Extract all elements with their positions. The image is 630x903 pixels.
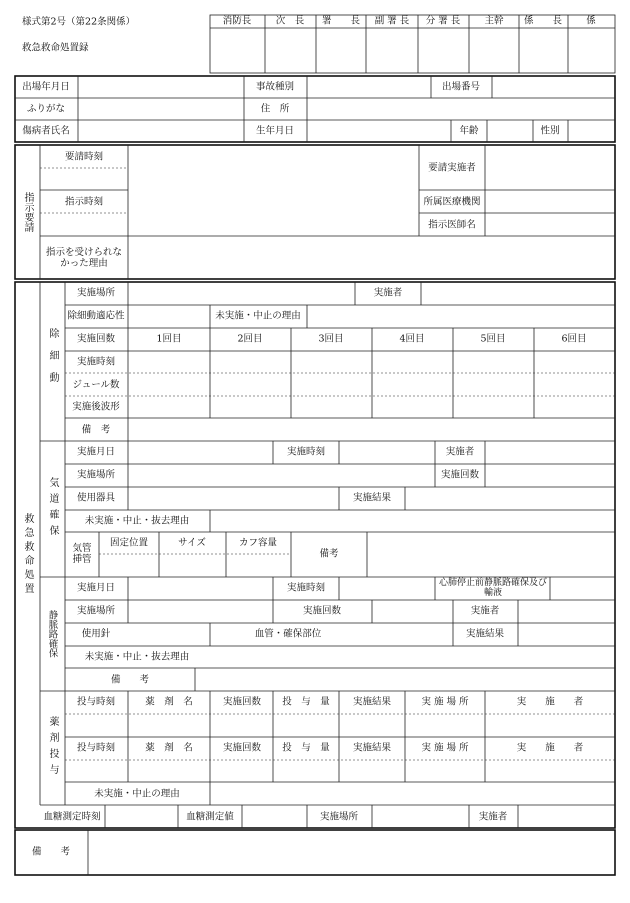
glucose-performer-label: 実施者 [478,811,508,823]
form-number: 様式第2号（第22条関係） [22,16,136,28]
approval-label: 消防長 [222,15,252,27]
treatment-section-label: 救急救命処置 [22,513,33,597]
sex-label: 性別 [540,125,560,137]
defib-round: 1回目 [156,333,182,345]
approval-label: 主幹 [484,15,504,27]
defib-round: 2回目 [237,333,263,345]
doctor-label: 指示医師名 [428,219,476,231]
airway-reason-label: 未実施・中止・抜去理由 [84,515,190,527]
approval-label: 副 署 長 [374,15,410,27]
airway-section-label: 気道確保 [47,477,58,541]
defib-remarks-label: 備 考 [81,424,111,436]
defib-time-label: 実施時刻 [76,356,116,368]
defib-indication-label: 除細動適応性 [67,310,125,322]
iv-result-label: 実施結果 [465,628,505,640]
drug-place-label: 実 施 場 所 [421,696,469,708]
patient-name-label: 傷病者氏名 [22,125,70,137]
drug-time-label: 投与時刻 [76,696,116,708]
request-section-label: 指示要請 [22,192,33,232]
incident-type-label: 事故種別 [255,81,295,93]
dispatch-date-label: 出場年月日 [22,81,70,93]
intubation-label: 気管挿管 [72,543,92,565]
iv-reason-label: 未実施・中止・抜去理由 [84,651,190,663]
form-title: 救急救命処置録 [22,42,89,54]
birth-date-label: 生年月日 [255,125,295,137]
request-time-label: 要請時刻 [64,151,104,163]
approval-label: 係 [586,15,596,27]
glucose-value-label: 血糖測定値 [186,811,234,823]
iv-remarks-label: 備 考 [110,674,150,686]
defib-round: 5回目 [480,333,506,345]
drug-reason-label: 未実施・中止の理由 [94,788,180,800]
defib-performer-label: 実施者 [373,287,403,299]
drug-dose-label: 投 与 量 [282,696,330,708]
drug-section-label: 薬剤投与 [47,716,58,780]
drug-result-label: 実施結果 [352,742,392,754]
iv-place-label: 実施場所 [76,605,116,617]
iv-date-label: 実施月日 [76,582,116,594]
defib-round: 6回目 [561,333,587,345]
iv-section-label: 静脈路確保 [46,610,58,658]
defib-section-label: 除細動 [47,328,58,394]
iv-performer-label: 実施者 [470,605,500,617]
address-label: 住 所 [260,103,290,115]
drug-name-label: 薬 剤 名 [145,742,193,754]
defib-waveform-label: 実施後波形 [72,401,120,413]
drug-performer-label: 実 施 者 [516,696,584,708]
defib-count-label: 実施回数 [76,333,116,345]
pre-arrest-iv-label: 心肺停止前静脈路確保及び輸液 [438,578,547,598]
glucose-time-label: 血糖測定時刻 [43,811,101,823]
drug-dose-label: 投 与 量 [282,742,330,754]
furigana-label: ふりがな [26,103,66,115]
not-received-label: 指示を受けられなかった理由 [45,247,122,269]
requester-label: 要請実施者 [428,162,476,174]
drug-name-label: 薬 剤 名 [145,696,193,708]
airway-time-label: 実施時刻 [286,446,326,458]
airway-result-label: 実施結果 [352,492,392,504]
defib-round: 4回目 [399,333,425,345]
approval-label: 次 長 [275,15,305,27]
tube-size-label: サイズ [178,537,206,549]
fixed-position-label: 固定位置 [109,537,149,549]
airway-device-label: 使用器具 [76,492,116,504]
hospital-label: 所属医療機関 [423,196,481,208]
defib-joule-label: ジュール数 [72,379,120,391]
approval-label: 署 長 [321,15,361,27]
age-label: 年齢 [459,125,479,137]
defib-reason-label: 未実施・中止の理由 [215,310,301,322]
approval-label: 分 署 長 [425,15,461,27]
iv-vessel-label: 血管・確保部位 [254,628,322,640]
airway-performer-label: 実施者 [445,446,475,458]
airway-date-label: 実施月日 [76,446,116,458]
cuff-volume-label: カフ容量 [238,537,278,549]
defib-round: 3回目 [318,333,344,345]
airway-count-label: 実施回数 [440,469,480,481]
iv-time-label: 実施時刻 [286,582,326,594]
defib-place-label: 実施場所 [76,287,116,299]
drug-count-label: 実施回数 [222,696,262,708]
approval-label: 係 長 [523,15,563,27]
iv-count-label: 実施回数 [302,605,342,617]
footer-remarks-label: 備 考 [31,846,71,858]
drug-performer-label: 実 施 者 [516,742,584,754]
airway-place-label: 実施場所 [76,469,116,481]
drug-time-label: 投与時刻 [76,742,116,754]
drug-result-label: 実施結果 [352,696,392,708]
dispatch-number-label: 出場番号 [441,81,481,93]
instruction-time-label: 指示時刻 [64,196,104,208]
drug-count-label: 実施回数 [222,742,262,754]
iv-needle-label: 使用針 [81,628,111,640]
glucose-place-label: 実施場所 [319,811,359,823]
airway-remarks-label: 備考 [319,548,339,560]
drug-place-label: 実 施 場 所 [421,742,469,754]
